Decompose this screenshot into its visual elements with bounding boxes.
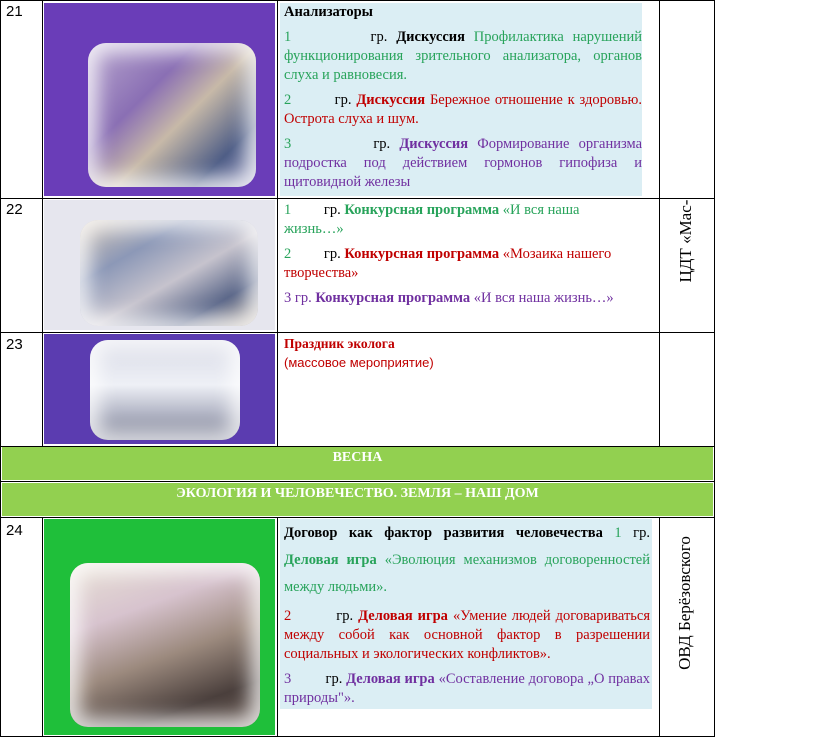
table-border (0, 0, 715, 1)
activity-item (284, 245, 642, 283)
group-label: гр. (325, 671, 343, 687)
item-number: 2 (284, 92, 292, 108)
table-border (0, 0, 1, 737)
season-header: ВЕСНА (2, 447, 713, 480)
audience-photo (70, 563, 260, 727)
activity-text: «Эволюция механизмов договоренностей между людьми». (284, 552, 650, 595)
activity-item (284, 607, 650, 664)
item-number: 2 (284, 608, 292, 624)
activity-item (284, 91, 642, 129)
table-border (659, 517, 660, 737)
group-label: гр. (294, 290, 312, 306)
activity-kind: Конкурсная программа (315, 290, 471, 306)
activity-text: Профилактика нарушений функционирования зрительного анализатора, органов слуха и равновесия. (284, 29, 643, 83)
activity-item (284, 28, 642, 85)
group-label: гр. (373, 136, 391, 152)
row-number: 24 (6, 522, 23, 539)
table-border (42, 517, 43, 737)
row-number: 21 (6, 3, 23, 20)
table-border (277, 0, 278, 447)
activity-item (284, 201, 642, 239)
activity-kind: Конкурсная программа (344, 202, 500, 218)
table-border (659, 0, 660, 447)
activity-kind: Дискуссия (399, 136, 469, 152)
activity-text: «И вся наша жизнь…» (284, 202, 580, 237)
stage-photo (90, 340, 240, 440)
activity-kind: Деловая игра (346, 671, 435, 687)
activity-text: Бережное отношение к здоровью. Острота слуха и шум. (284, 92, 643, 127)
group-label: гр. (334, 92, 352, 108)
activity-text: «Составление договора „О правах природы"». (284, 671, 651, 706)
row-number: 22 (6, 201, 23, 218)
table-border (0, 446, 715, 447)
activity-kind: Деловая игра (358, 608, 448, 624)
photo-frame (44, 519, 275, 735)
item-number: 2 (284, 246, 292, 262)
activity-text: «Мозаика нашего творчества» (284, 246, 612, 281)
activity-item (284, 670, 650, 708)
group-label: гр. (633, 525, 650, 541)
activity-item (284, 289, 642, 308)
topic-title: Праздник эколога (284, 336, 395, 351)
activity-text: «И вся наша жизнь…» (473, 290, 614, 306)
group-label: гр. (323, 246, 341, 262)
item-number: 1 (284, 29, 292, 45)
item-number: 1 (614, 525, 622, 541)
activity-item (284, 135, 642, 192)
group-label: гр. (336, 608, 354, 624)
activity-text: «Умение людей договариваться между собой как основной фактор в разрешении социальных и экологических конфликтов». (284, 608, 651, 662)
photo-frame (44, 200, 275, 330)
activity-kind: Деловая игра (284, 552, 377, 568)
row-description (284, 520, 650, 714)
table-border (42, 0, 43, 447)
group-label: гр. (323, 202, 341, 218)
table-border (277, 517, 278, 737)
table-border (0, 198, 715, 199)
group-label: гр. (370, 29, 388, 45)
item-number: 1 (284, 202, 292, 218)
table-border (0, 517, 715, 518)
row-description (284, 201, 642, 314)
item-number: 3 (284, 136, 292, 152)
item-number: 3 (284, 671, 292, 687)
photo-frame (44, 3, 275, 196)
topic-title: Договор как фактор развития человечества (284, 525, 603, 541)
table-border (0, 332, 715, 333)
theme-header: ЭКОЛОГИЯ И ЧЕЛОВЕЧЕСТВО. ЗЕМЛЯ – НАШ ДОМ (2, 483, 713, 516)
side-org-label: ОВД Берёзовского (675, 536, 694, 670)
children-photo (88, 43, 256, 187)
activity-text: Формирование организма подростка под действием гормонов гипофиза и щитовидной железы (284, 136, 643, 190)
row-number: 23 (6, 336, 23, 353)
topic-title: Анализаторы (284, 4, 373, 20)
activity-kind: Дискуссия (356, 92, 426, 108)
children-photo (80, 220, 258, 326)
table-border (714, 0, 715, 737)
activity-kind: Дискуссия (396, 29, 465, 45)
row-description (284, 3, 642, 198)
activity-kind: Конкурсная программа (344, 246, 500, 262)
activity-item (284, 520, 650, 601)
row-description (284, 334, 642, 372)
topic-subtitle: (массовое мероприятие) (284, 355, 434, 370)
table-border (0, 481, 715, 482)
item-number: 3 (284, 290, 292, 306)
side-org-label: ЦДТ «Мас- (676, 199, 695, 283)
photo-frame (44, 334, 275, 444)
